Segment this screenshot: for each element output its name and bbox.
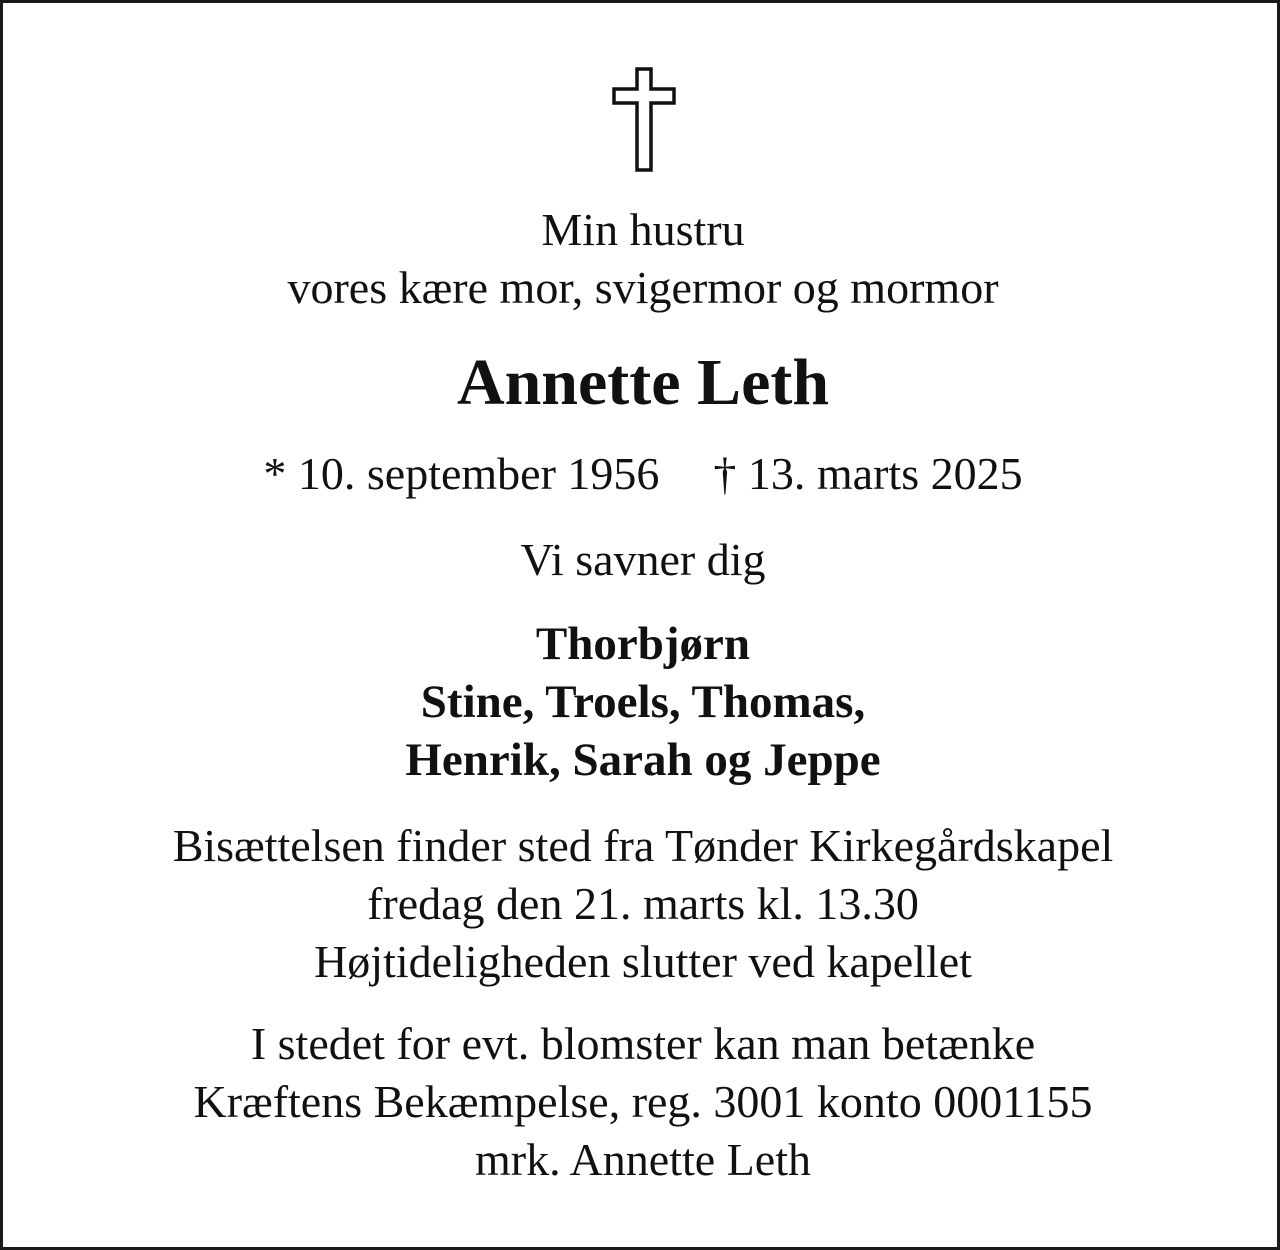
missed-text: Vi savner dig — [520, 534, 766, 585]
death-date: † 13. marts 2025 — [713, 448, 1023, 499]
life-dates — [3, 447, 1280, 500]
funeral-line-3: Højtideligheden slutter ved kapellet — [314, 936, 972, 987]
intro-line-1: Min hustru — [541, 204, 745, 255]
family-line-3: Henrik, Sarah og Jeppe — [405, 734, 881, 786]
cross-icon — [611, 67, 677, 173]
family-line-1: Thorbjørn — [535, 618, 751, 670]
intro-line-2: vores kære mor, svigermor og mormor — [287, 262, 999, 313]
donation-line-3: mrk. Annette Leth — [475, 1134, 811, 1185]
birth-date: * 10. september 1956 — [263, 448, 660, 499]
deceased-name: Annette Leth — [456, 346, 830, 419]
funeral-line-2: fredag den 21. marts kl. 13.30 — [367, 878, 919, 929]
family-line-2: Stine, Troels, Thomas, — [420, 676, 866, 728]
donation-line-1: I stedet for evt. blomster kan man betænke — [250, 1018, 1036, 1069]
funeral-line-1: Bisættelsen finder sted fra Tønder Kirkegårdskapel — [172, 820, 1114, 871]
donation-line-2: Kræftens Bekæmpelse, reg. 3001 konto 0001155 — [193, 1076, 1093, 1127]
